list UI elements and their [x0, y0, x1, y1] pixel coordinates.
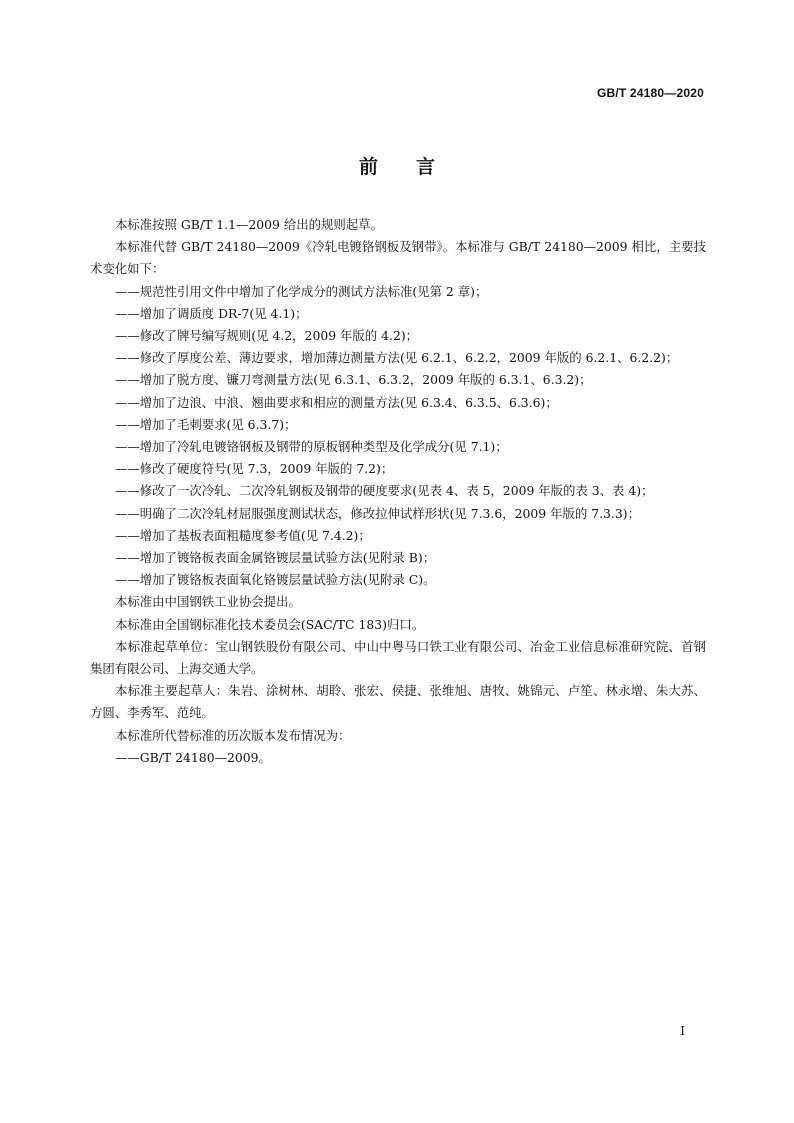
drafting-rule-paragraph: 本标准按照 GB/T 1.1—2009 给出的规则起草。 — [115, 217, 383, 232]
foreword-body — [90, 214, 706, 769]
change-item: ——修改了厚度公差、薄边要求，增加薄边测量方法(见 6.2.1、6.2.2，2009 年版的 6.2.1、6.2.2)； — [115, 350, 679, 366]
history-item: ——GB/T 24180—2009。 — [115, 749, 271, 765]
change-item: ——增加了毛刺要求(见 6.3.7)； — [115, 416, 297, 432]
change-item: ——增加了基板表面粗糙度参考值(见 7.4.2)； — [115, 527, 371, 543]
drafting-units-paragraph: 本标准起草单位：宝山钢铁股份有限公司、中山中粤马口铁工业有限公司、冶金工业信息标准研究院、首钢集团有限公司、上海交通大学。 — [90, 638, 706, 677]
page-number: I — [680, 1024, 685, 1038]
drafters-paragraph: 本标准主要起草人：朱岩、涂树林、胡聆、张宏、侯捷、张维旭、唐牧、姚锦元、卢笙、林永增、朱大苏、方圆、李秀军、范纯。 — [90, 683, 706, 721]
change-item: ——修改了牌号编写规则(见 4.2，2009 年版的 4.2)； — [115, 328, 419, 344]
page-title: 前言 — [358, 156, 473, 178]
change-item: ——规范性引用文件中增加了化学成分的测试方法标准(见第 2 章)； — [115, 283, 488, 299]
change-item: ——增加了边浪、中浪、翘曲要求和相应的测量方法(见 6.3.4、6.3.5、6.3.6)； — [115, 394, 558, 410]
replacement-paragraph: 本标准代替 GB/T 24180—2009《冷轧电镀铬钢板及钢带》。本标准与 GB/T 24180—2009 相比，主要技术变化如下： — [90, 239, 706, 277]
change-item: ——增加了脱方度、镰刀弯测量方法(见 6.3.1、6.3.2，2009 年版的 6.3.1、6.3.2)； — [115, 372, 592, 388]
history-intro-paragraph: 本标准所代替标准的历次版本发布情况为： — [115, 727, 351, 743]
change-item: ——修改了硬度符号(见 7.3，2009 年版的 7.2)； — [115, 461, 394, 477]
change-item: ——增加了镀铬板表面氧化铬镀层量试验方法(见附录 C)。 — [115, 572, 436, 588]
change-item: ——明确了二次冷轧材屈服强度测试状态，修改拉伸试样形状(见 7.3.6，2009 年版的 7.3.3)； — [115, 505, 640, 521]
proposer-paragraph: 本标准由中国钢铁工业协会提出。 — [115, 594, 301, 610]
change-item: ——增加了冷轧电镀铬钢板及钢带的原板钢种类型及化学成分(见 7.1)； — [115, 439, 508, 455]
change-item: ——增加了调质度 DR-7(见 4.1)； — [115, 305, 308, 321]
committee-paragraph: 本标准由全国钢标准化技术委员会(SAC/TC 183)归口。 — [115, 616, 425, 632]
change-item: ——增加了镀铬板表面金属铬镀层量试验方法(见附录 B)； — [115, 550, 436, 566]
change-item: ——修改了一次冷轧、二次冷轧钢板及钢带的硬度要求(见表 4、表 5，2009 年版的表 3、表 4)； — [115, 483, 654, 499]
standard-code: GB/T 24180—2020 — [596, 86, 704, 100]
